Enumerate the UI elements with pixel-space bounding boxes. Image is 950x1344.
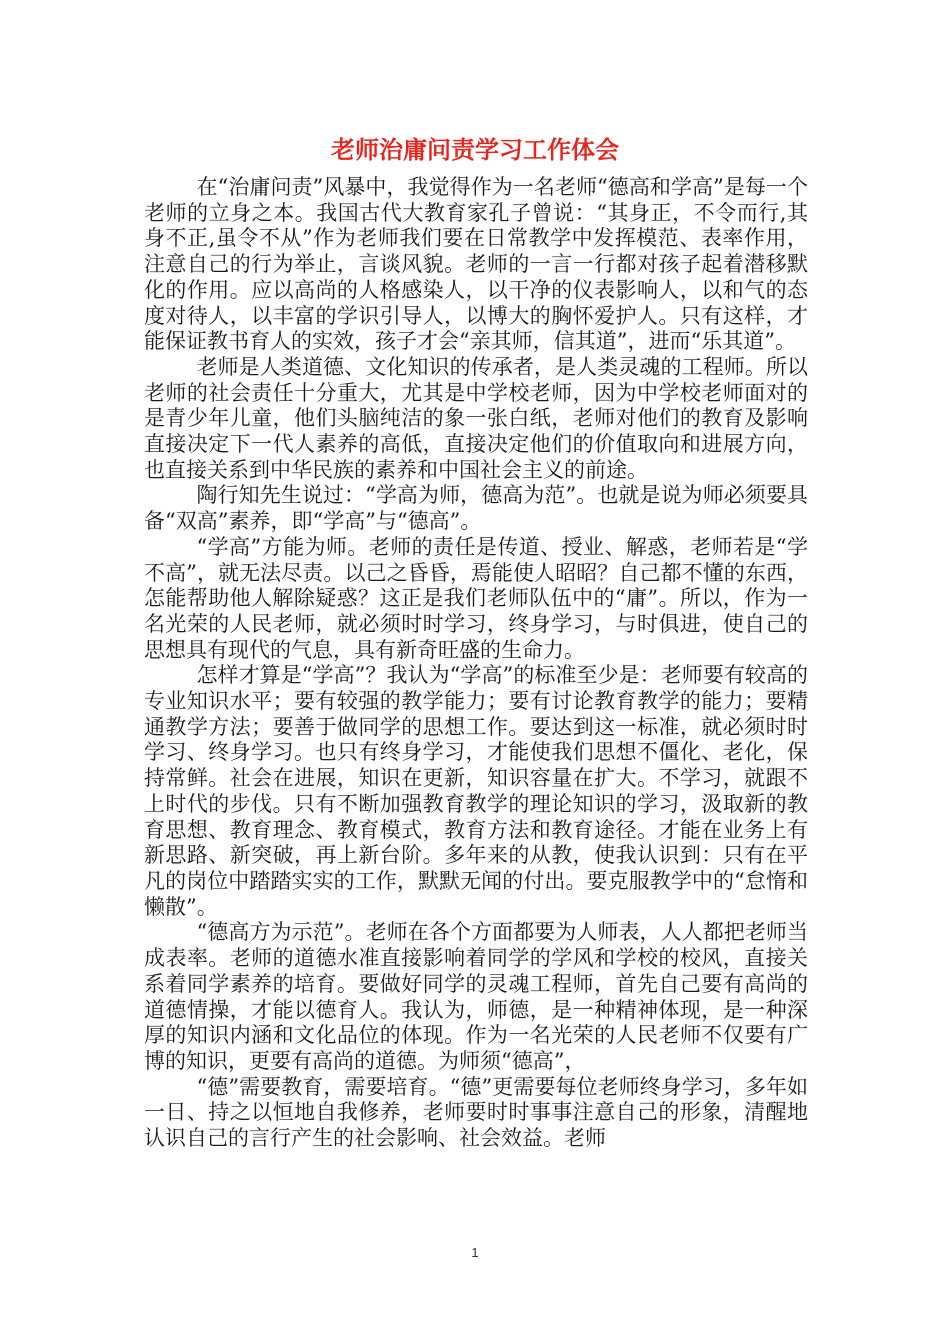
page-number: 1 <box>471 1245 479 1260</box>
paragraph-4: “学高”方能为师。老师的责任是传道、授业、解惑，老师若是“学不高”，就无法尽责。以己之昏昏，焉能使人昭昭？自己都不懂的东西，怎能帮助他人解除疑惑？这正是我们老师队伍中的“庸”。所以，作为一名光荣的人民老师，就必须时时学习，终身学习，与时俱进，使自己的思想具有现代的气息，具有新奇旺盛的生命力。 <box>144 534 808 662</box>
paragraph-1: 在“治庸问责”风暴中，我觉得作为一名老师“德高和学高”是每一个老师的立身之本。我国古代大教育家孔子曾说：“其身正，不令而行,其身不正,虽令不从”作为老师我们要在日常教学中发挥模范、表率作用，注意自己的行为举止，言谈风貌。老师的一言一行都对孩子起着潜移默化的作用。应以高尚的人格感染人，以干净的仪表影响人，以和气的态度对待人，以丰富的学识引导人，以博大的胸怀爱护人。只有这样，才能保证教书育人的实效，孩子才会“亲其师，信其道”，进而“乐其道”。 <box>144 175 808 354</box>
document-title: 老师治庸问责学习工作体会 <box>331 135 619 164</box>
paragraph-2: 老师是人类道德、文化知识的传承者，是人类灵魂的工程师。所以老师的社会责任十分重大，尤其是中学校老师，因为中学校老师面对的是青少年儿童，他们头脑纯洁的象一张白纸，老师对他们的教育及影响直接决定下一代人素养的高低，直接决定他们的价值取向和进展方向，也直接关系到中华民族的素养和中国社会主义的前途。 <box>144 354 808 482</box>
paragraph-6: “德高方为示范”。老师在各个方面都要为人师表，人人都把老师当成表率。老师的道德水准直接影响着同学的学风和学校的校风，直接关系着同学素养的培育。要做好同学的灵魂工程师，首先自己要有高尚的道德情操，才能以德育人。我认为，师德，是一种精神体现，是一种深厚的知识内涵和文化品位的体现。作为一名光荣的人民老师不仅要有广博的知识，更要有高尚的道德。为师须“德高”， <box>144 920 808 1073</box>
paragraph-5: 怎样才算是“学高”？我认为“学高”的标准至少是：老师要有较高的专业知识水平；要有较强的教学能力；要有讨论教育教学的能力；要精通教学方法；要善于做同学的思想工作。要达到这一标准，就必须时时学习、终身学习。也只有终身学习，才能使我们思想不僵化、老化，保持常鲜。社会在进展，知识在更新，知识容量在扩大。不学习，就跟不上时代的步伐。只有不断加强教育教学的理论知识的学习，汲取新的教育思想、教育理念、教育模式，教育方法和教育途径。才能在业务上有新思路、新突破，再上新台阶。多年来的从教，使我认识到：只有在平凡的岗位中踏踏实实的工作，默默无闻的付出。要克服教学中的“怠惰和懒散”。 <box>144 663 808 919</box>
paragraph-3: 陶行知先生说过：“学高为师，德高为范”。也就是说为师必须要具备“双高”素养，即“学高”与“德高”。 <box>144 483 808 534</box>
paragraph-7: “德”需要教育，需要培育。“德”更需要每位老师终身学习，多年如一日、持之以恒地自我修养，老师要时时事事注意自己的形象，清醒地认识自己的言行产生的社会影响、社会效益。老师 <box>144 1074 808 1151</box>
document-body <box>144 175 808 1152</box>
